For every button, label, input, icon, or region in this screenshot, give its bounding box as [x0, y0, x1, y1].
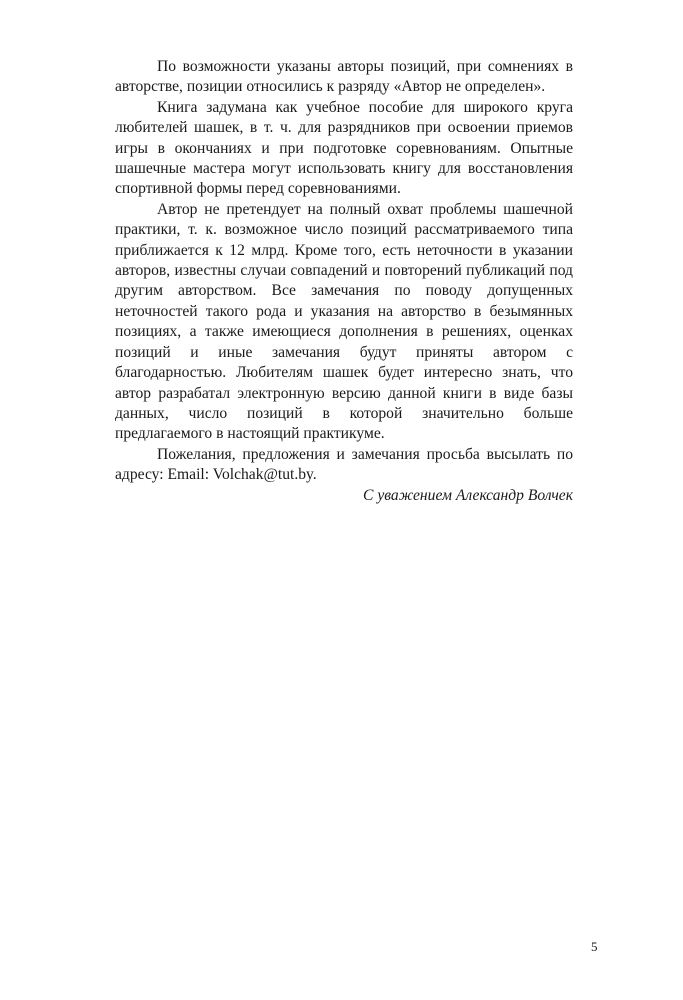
paragraph-purpose: Книга задумана как учебное пособие для широкого круга любителей шашек, в т. ч. для разрядников при освоении приемов игры в окончаниях и при подготовке соревнованиям. Опытные шашечные мастера могут использовать книгу для восстановления спортивной формы перед соревнованиями.: [115, 98, 573, 198]
body-text: [115, 57, 573, 506]
page-number: 5: [591, 939, 598, 954]
paragraph-scope: Автор не претендует на полный охват проблемы шашечной практики, т. к. возможное число позиций рассматриваемого типа приближается к 12 млрд. Кроме того, есть неточности в указании авторов, известны случаи совпадений и повторений публикаций под другим авторством. Все замечания по поводу допущенных неточностей такого рода и указания на авторство в безымянных позициях, а также имеющиеся дополнения в решениях, оценках позиций и иные замечания будут приняты автором с благодарностью. Любителям шашек будет интересно знать, что автор разрабатал электронную версию данной книги в виде базы данных, число позиций в которой значительно больше предлагаемого в настоящий практикуме.: [115, 200, 573, 443]
author-signature: С уважением Александр Волчек: [363, 486, 573, 504]
paragraph-contact: Пожелания, предложения и замечания просьба высылать по адресу: Email: Volchak@tut.by.: [115, 445, 573, 484]
paragraph-authorship: По возможности указаны авторы позиций, при сомнениях в авторстве, позиции относились к разряду «Автор не определен».: [115, 58, 573, 96]
